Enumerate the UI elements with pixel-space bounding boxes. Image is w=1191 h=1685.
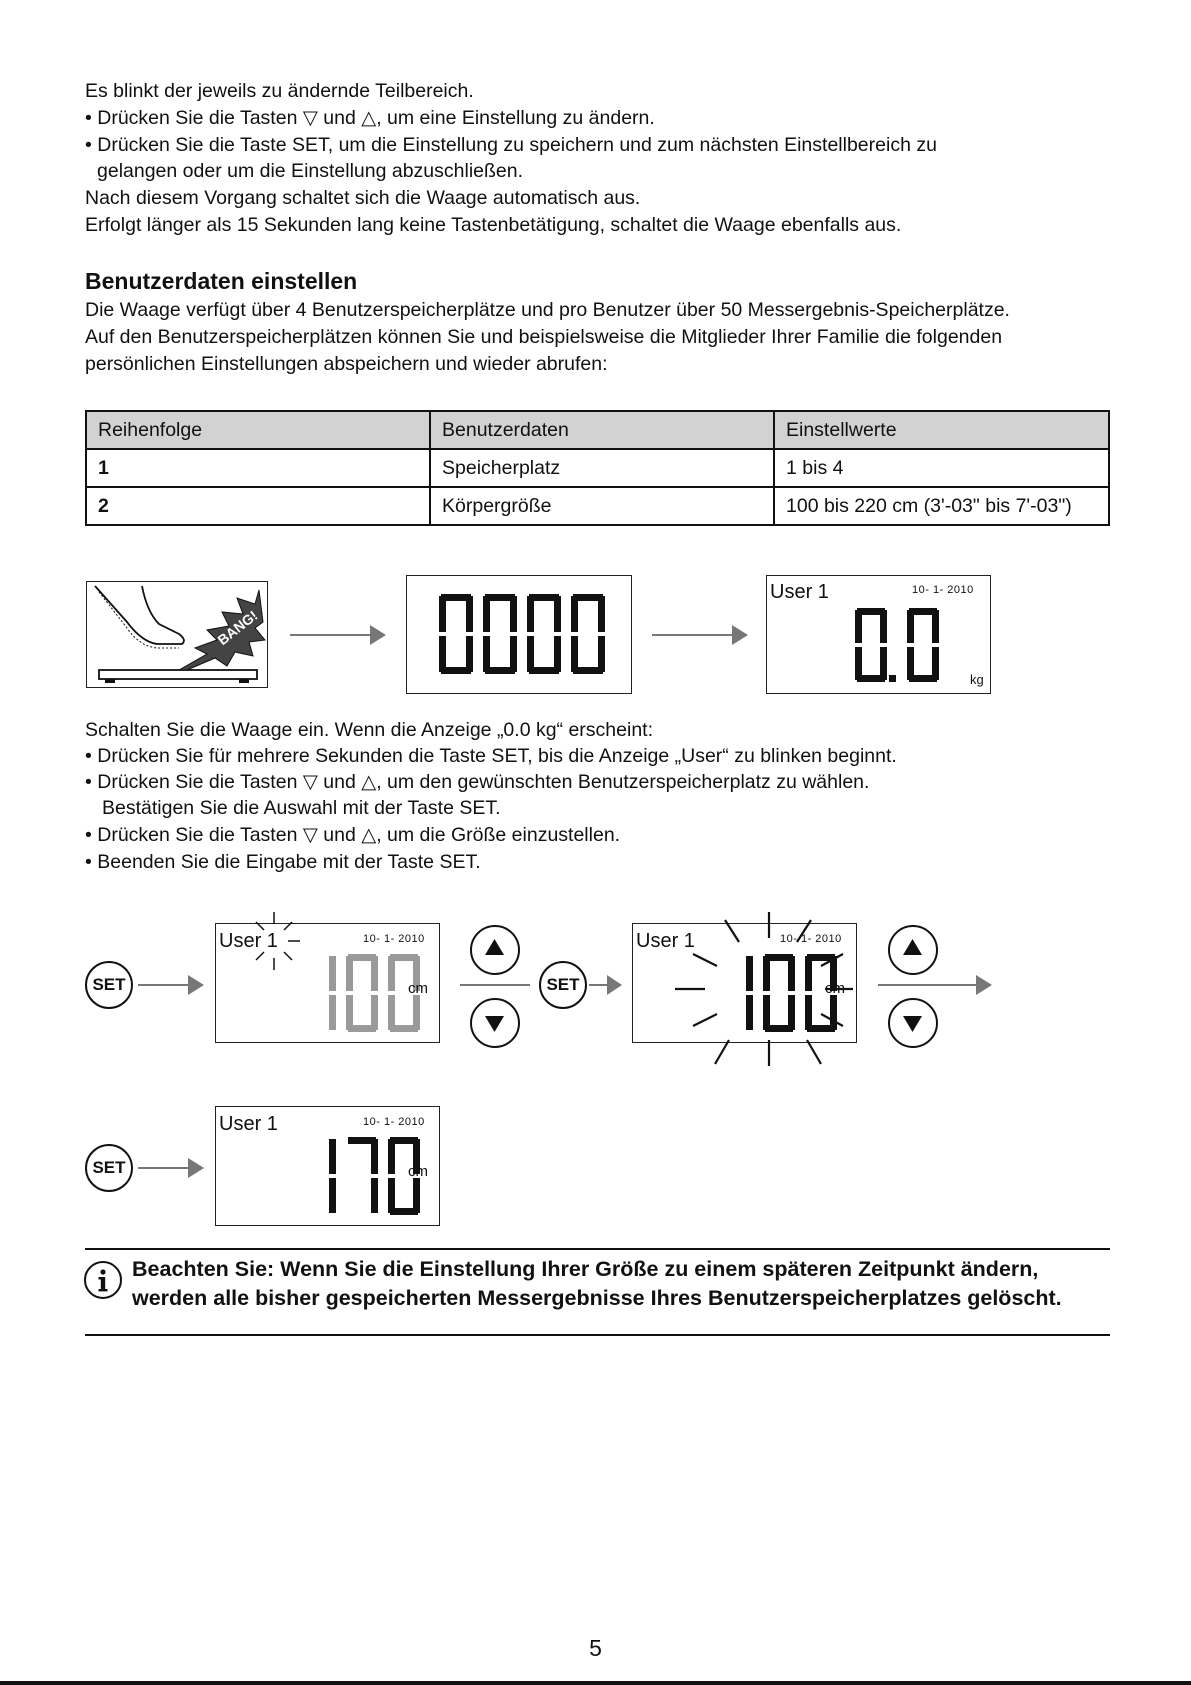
down-arrow-icon [890, 1000, 935, 1045]
note-line-2: werden alle bisher gespeicherten Messergebnisse Ihres Benutzerspeicherplatzes gelöscht. [132, 1286, 1062, 1310]
table-cell: Körpergröße [430, 487, 774, 525]
lcd-user-label: User 1 [636, 930, 695, 952]
lcd-unit: kg [970, 672, 984, 687]
set-button: SET [85, 961, 133, 1009]
lcd-display-height-user-blink [215, 923, 440, 1043]
intro-line-2-c: , um eine Einstellung zu ändern. [376, 107, 655, 129]
steps-line-5-b: und [317, 824, 362, 846]
up-triangle-icon: △ [361, 107, 377, 129]
steps-line-4: Bestätigen Sie die Auswahl mit der Taste SET. [102, 797, 501, 819]
lcd-display-zeros [406, 575, 632, 694]
arrow-right-icon [589, 970, 625, 1000]
intro-line-5: Nach diesem Vorgang schaltet sich die Waage automatisch aus. [85, 187, 641, 209]
bang-text: BANG! [214, 607, 261, 649]
lcd-digits [304, 1137, 420, 1215]
table-cell: 1 [86, 449, 430, 487]
lcd-digit [571, 594, 605, 674]
lcd-user-label: User 1 [219, 1113, 278, 1135]
up-triangle-icon: △ [361, 824, 377, 846]
down-button [470, 998, 520, 1048]
user-data-table [85, 410, 1110, 526]
lcd-date: 10- 1- 2010 [363, 1116, 425, 1128]
table-row [86, 487, 1109, 525]
arrow-right-icon [290, 620, 390, 650]
steps-line-2: • Drücken Sie für mehrere Sekunden die Taste SET, bis die Anzeige „User“ zu blinken beginnt. [85, 745, 897, 767]
steps-line-3 [85, 769, 869, 796]
table-row [86, 449, 1109, 487]
up-button [888, 925, 938, 975]
arrow-right-icon [138, 1153, 208, 1183]
up-arrow-icon [890, 927, 935, 972]
steps-line-5-c: , um die Größe einzustellen. [376, 824, 621, 846]
intro-line-2 [85, 105, 655, 132]
down-triangle-icon: ▽ [302, 107, 318, 129]
lcd-unit: cm [408, 980, 428, 997]
steps-line-5-a: • Drücken Sie die Tasten [85, 824, 303, 846]
note-line-1: Beachten Sie: Wenn Sie die Einstellung Ihrer Größe zu einem späteren Zeitpunkt ändern, [132, 1257, 1039, 1281]
note-top-divider [85, 1248, 1110, 1250]
set-button: SET [539, 961, 587, 1009]
set-button: SET [85, 1144, 133, 1192]
lcd-digit [855, 608, 897, 682]
down-triangle-icon: ▽ [302, 824, 318, 846]
down-button [888, 998, 938, 1048]
lcd-unit: cm [825, 980, 845, 997]
lcd-display-height-final [215, 1106, 440, 1226]
lcd-digit [304, 954, 336, 1032]
lcd-user-label: User 1 [770, 581, 829, 603]
table-cell: 100 bis 220 cm (3'-03" bis 7'-03") [774, 487, 1109, 525]
table-header-order: Reihenfolge [86, 411, 430, 449]
info-icon [84, 1261, 122, 1299]
section-paragraph-2: Auf den Benutzerspeicherplätzen können Sie und beispielsweise die Mitglieder Ihrer Familie die folgenden [85, 326, 1003, 348]
intro-line-1: Es blinkt der jeweils zu ändernde Teilbereich. [85, 80, 474, 102]
up-triangle-icon: △ [361, 771, 377, 793]
intro-line-2-b: und [317, 107, 362, 129]
intro-line-4: gelangen oder um die Einstellung abzuschließen. [97, 160, 524, 182]
lcd-digits [304, 954, 420, 1032]
steps-line-5 [85, 822, 620, 849]
down-triangle-icon: ▽ [302, 771, 318, 793]
table-cell: 1 bis 4 [774, 449, 1109, 487]
up-arrow-icon [472, 927, 517, 972]
table-cell: 2 [86, 487, 430, 525]
lcd-digit [439, 594, 473, 674]
steps-line-1: Schalten Sie die Waage ein. Wenn die Anzeige „0.0 kg“ erscheint: [85, 719, 654, 741]
arrow-right-icon [652, 620, 752, 650]
lcd-digit [483, 594, 517, 674]
page-number: 5 [589, 1635, 602, 1661]
lcd-digit [346, 1137, 378, 1215]
lcd-digit [304, 1137, 336, 1215]
section-heading: Benutzerdaten einstellen [85, 268, 358, 294]
lcd-digit [527, 594, 561, 674]
table-header-values: Einstellwerte [774, 411, 1109, 449]
section-paragraph-3: persönlichen Einstellungen abspeichern und wieder abrufen: [85, 353, 608, 375]
lcd-date: 10- 1- 2010 [780, 933, 842, 945]
intro-line-3: • Drücken Sie die Taste SET, um die Einstellung zu speichern und zum nächsten Einstellbereich zu [85, 134, 937, 156]
blink-rays-icon [244, 910, 304, 974]
arrow-right-icon [878, 970, 998, 1000]
lcd-date: 10- 1- 2010 [363, 933, 425, 945]
table-cell: Speicherplatz [430, 449, 774, 487]
table-header-userdata: Benutzerdaten [430, 411, 774, 449]
bottom-border [0, 1681, 1191, 1685]
steps-line-3-c: , um den gewünschten Benutzerspeicherplatz zu wählen. [376, 771, 870, 793]
arrow-right-icon [138, 970, 208, 1000]
note-bottom-divider [85, 1334, 1110, 1336]
lcd-unit: cm [408, 1163, 428, 1180]
foot-on-scale-icon [87, 582, 267, 687]
table-header-row [86, 411, 1109, 449]
lcd-date: 10- 1- 2010 [912, 584, 974, 596]
lcd-digit [346, 954, 378, 1032]
section-paragraph-1: Die Waage verfügt über 4 Benutzerspeicherplätze und pro Benutzer über 50 Messergebnis-Speicherplätze. [85, 299, 1010, 321]
lcd-display-weight [766, 575, 991, 694]
lcd-digit [907, 608, 939, 682]
intro-line-6: Erfolgt länger als 15 Sekunden lang keine Tastenbetätigung, schaltet die Waage ebenfalls aus. [85, 214, 902, 236]
lcd-digits [855, 608, 939, 682]
steps-line-6: • Beenden Sie die Eingabe mit der Taste SET. [85, 851, 481, 873]
intro-line-2-a: • Drücken Sie die Tasten [85, 107, 303, 129]
lcd-digits [439, 594, 605, 674]
note-text [132, 1255, 1062, 1313]
lcd-display-height-value-blink [632, 923, 857, 1043]
steps-line-3-a: • Drücken Sie die Tasten [85, 771, 303, 793]
blink-rays-icon [675, 912, 860, 1078]
up-button [470, 925, 520, 975]
steps-line-3-b: und [317, 771, 362, 793]
foot-tap-illustration [86, 581, 268, 688]
down-arrow-icon [472, 1000, 517, 1045]
lcd-user-label: User 1 [219, 930, 278, 952]
